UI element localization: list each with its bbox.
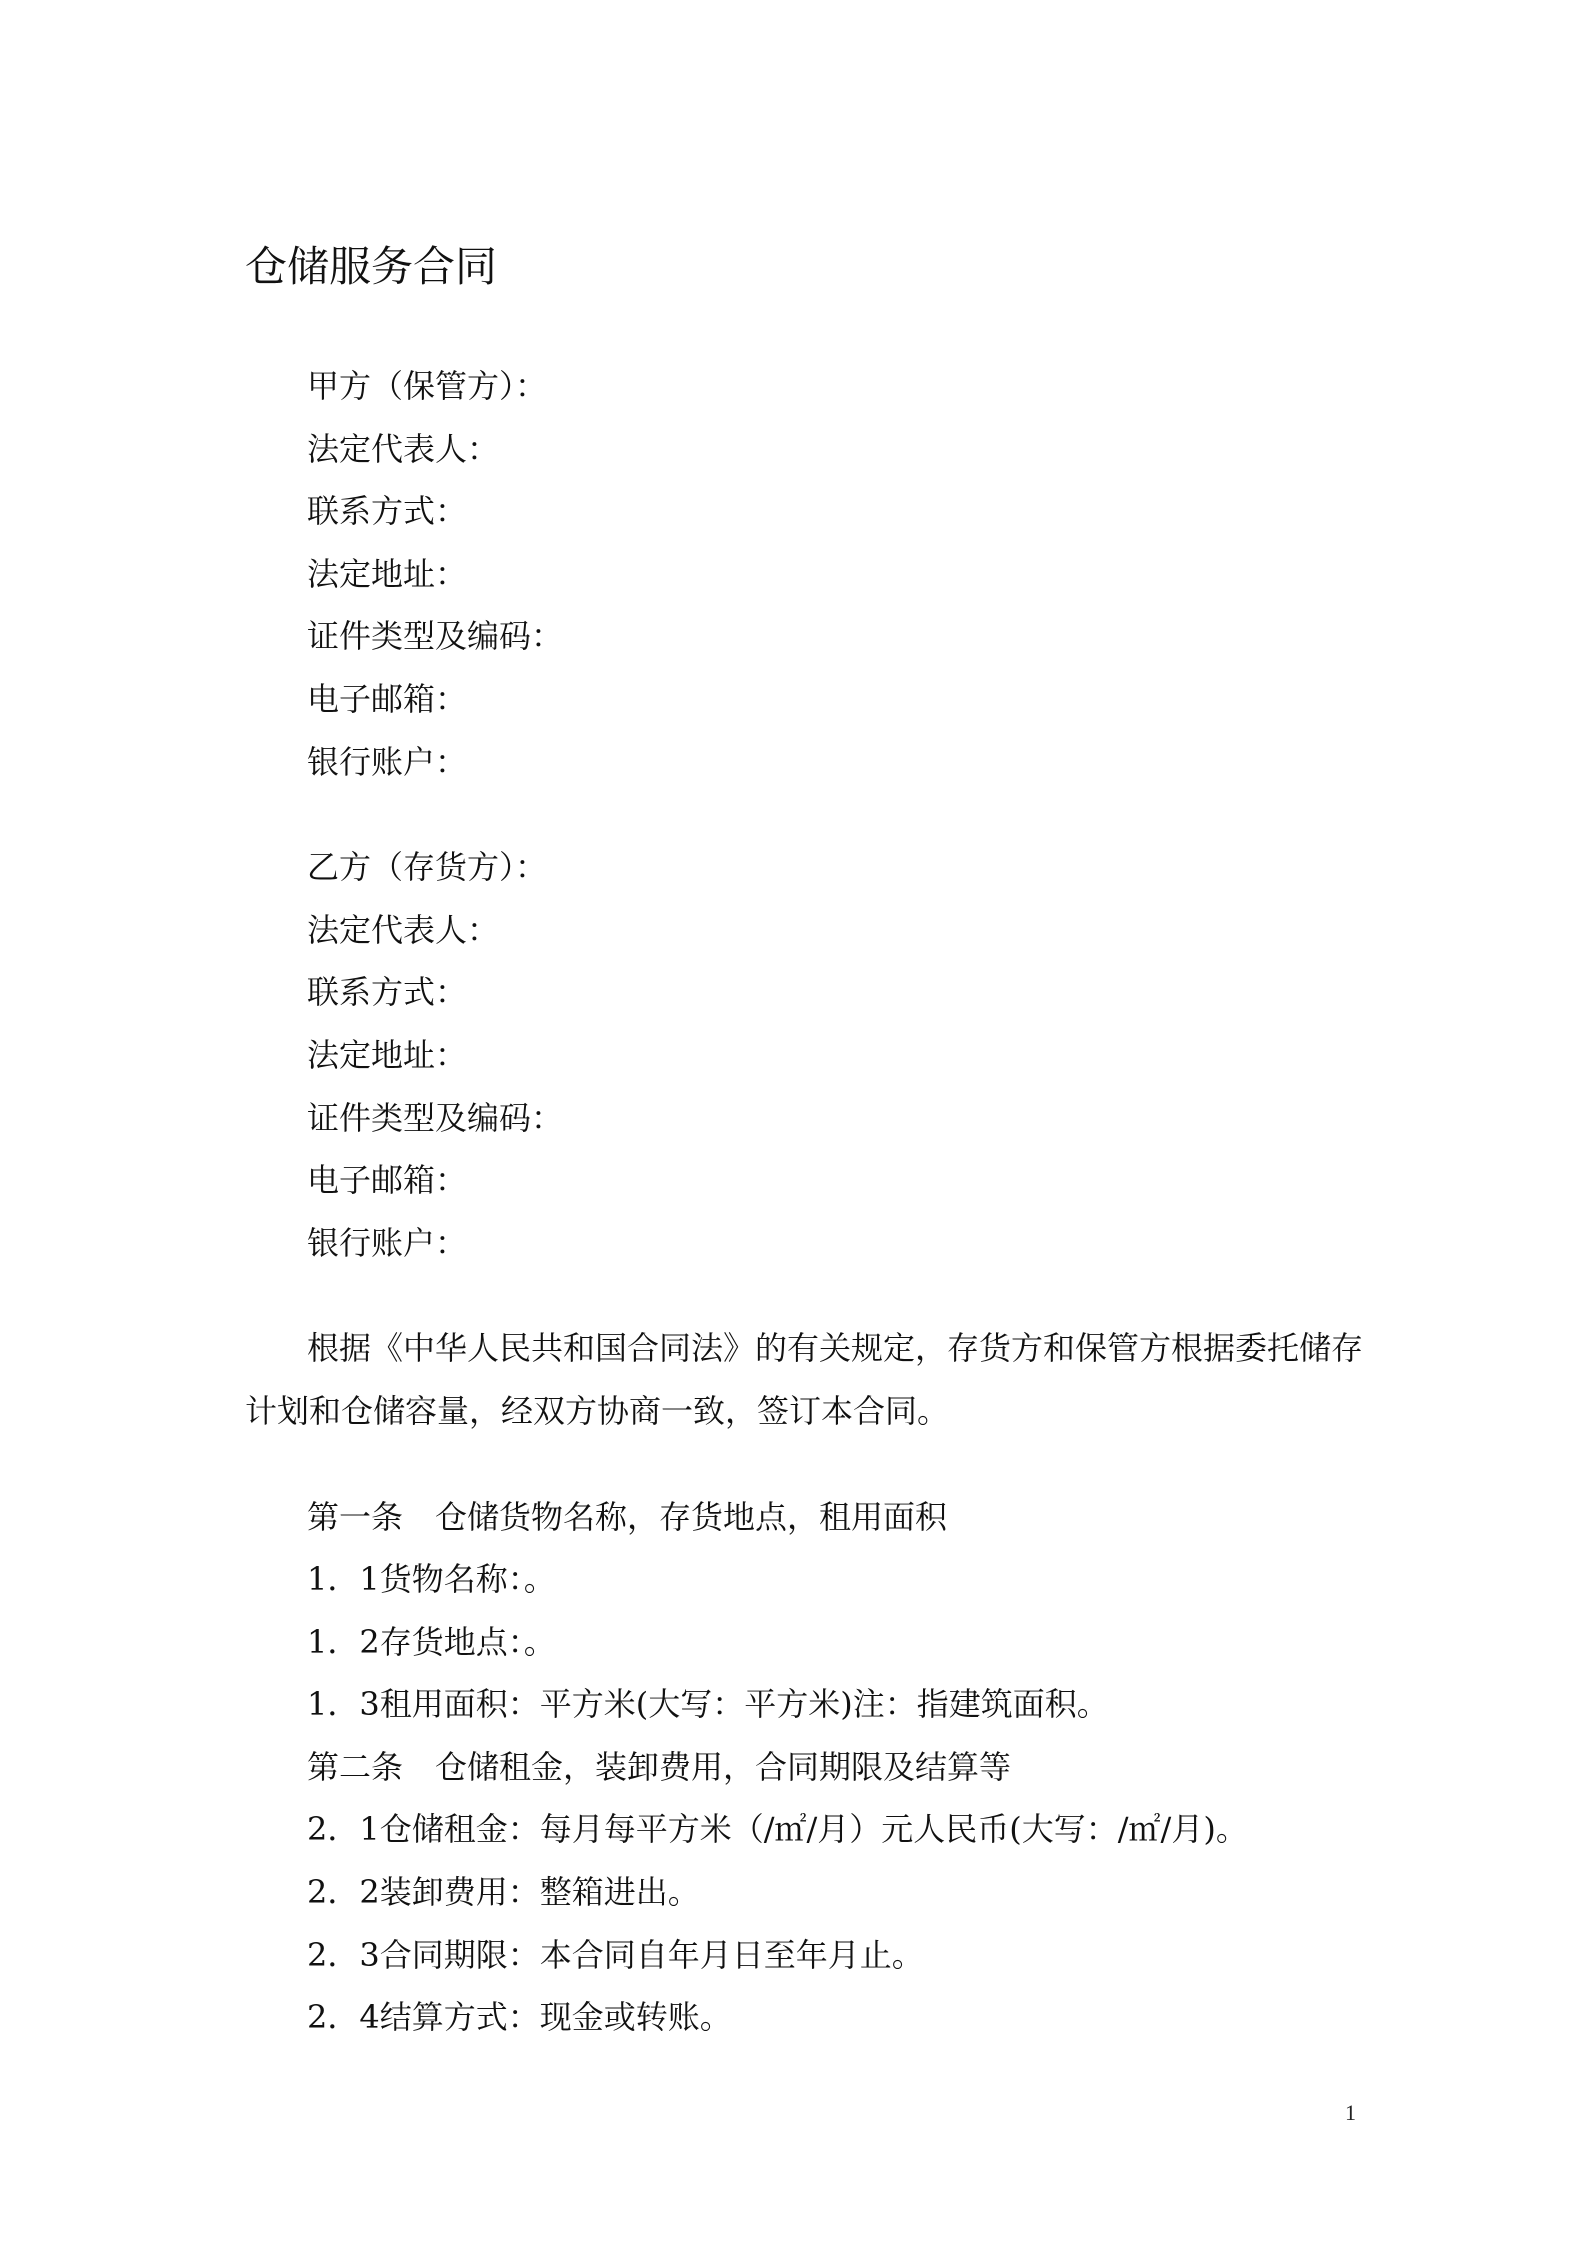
document-body <box>245 355 1364 2049</box>
article-2-heading: 第二条 仓储租金，装卸费用，合同期限及结算等 <box>307 1747 1012 1786</box>
party-a-address: 法定地址： <box>307 554 468 593</box>
clause-2-4: 2．4结算方式：现金或转账。 <box>307 1998 732 2037</box>
preamble-line: 根据《中华人民共和国合同法》的有关规定，存货方和保管方根据委托储存 <box>307 1329 1364 1368</box>
party-a-id-type: 证件类型及编码： <box>307 617 564 656</box>
party-b-email: 电子邮箱： <box>307 1161 468 1200</box>
preamble-paragraph <box>245 1317 1364 1442</box>
clause-1-2: 1．2存货地点：。 <box>307 1622 556 1661</box>
party-b-section <box>245 836 1360 1274</box>
party-a-heading: 甲方（保管方）： <box>307 367 548 405</box>
clause-2-2: 2．2装卸费用：整箱进出。 <box>307 1873 700 1912</box>
party-b-contact: 联系方式： <box>307 973 468 1012</box>
party-b-address: 法定地址： <box>307 1035 468 1074</box>
party-b-legal-representative: 法定代表人： <box>307 910 500 949</box>
party-b-bank-account: 银行账户： <box>307 1223 468 1262</box>
party-a-legal-representative: 法定代表人： <box>307 429 500 468</box>
clause-2-1: 2．1仓储租金：每月每平方米（/㎡/月）元人民币(大写：/㎡/月)。 <box>307 1810 1248 1849</box>
preamble-line: 计划和仓储容量，经双方协商一致，签订本合同。 <box>245 1391 950 1430</box>
document-title: 仓储服务合同 <box>245 242 498 291</box>
articles-section <box>245 1486 1360 2049</box>
party-a-bank-account: 银行账户： <box>307 742 468 781</box>
party-a-contact: 联系方式： <box>307 492 468 531</box>
party-b-heading: 乙方（存货方）： <box>307 848 548 887</box>
page-number: 1 <box>1345 2100 1356 2125</box>
clause-1-3: 1．3租用面积：平方米(大写：平方米)注：指建筑面积。 <box>307 1685 1109 1724</box>
party-a-section <box>245 355 1360 793</box>
article-1-heading: 第一条 仓储货物名称，存货地点，租用面积 <box>307 1497 948 1536</box>
clause-1-1: 1．1货物名称：。 <box>307 1560 556 1599</box>
party-b-id-type: 证件类型及编码： <box>307 1098 564 1137</box>
clause-2-3: 2．3合同期限：本合同自年月日至年月止。 <box>307 1935 924 1974</box>
party-a-email: 电子邮箱： <box>307 679 468 718</box>
